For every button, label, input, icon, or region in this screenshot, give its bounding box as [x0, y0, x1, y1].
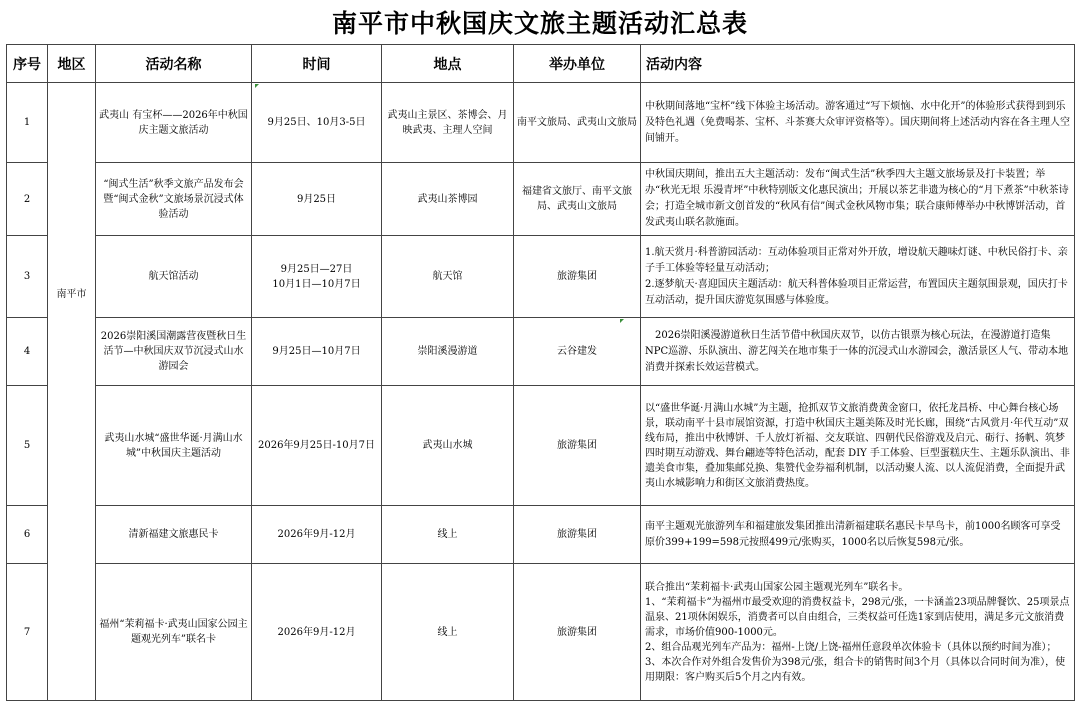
- row-place: 线上: [382, 564, 514, 701]
- table-row: [7, 163, 1075, 236]
- table-row: [7, 236, 1075, 318]
- row-seq: 5: [7, 386, 48, 506]
- row-content: 以“盛世华诞·月满山水城”为主题，抢抓双节文旅消费黄金窗口，依托龙昌桥、中心舞台核心场景，联动南平十县市展馆资源，打造中秋国庆主题美陈及时光长廊，围绕“古风赏月·年代互动”双线布局，推出中秋博饼、千人放灯祈福、交友联谊、四朝代民俗游戏及启元、砺行、扬帆、筑梦四时期互动游戏、舞台翩迹等特色活动，配套 DIY 手工体验、巨型蛋糕庆生、主题乐队演出、非遗美食市集，叠加集邮兑换、集赞代金券福利机制，以活动聚人流、以人流促消费，全面提升武夷山水城影响力和街区文旅消费热度。: [641, 386, 1075, 506]
- row-place: 航天馆: [382, 236, 514, 318]
- row-place: 武夷山水城: [382, 386, 514, 506]
- table-row: [7, 386, 1075, 506]
- row-time: 9月25日—10月7日: [252, 318, 382, 386]
- activity-table: [6, 44, 1075, 701]
- row-content: 中秋期间落地“宝杯”线下体验主场活动。游客通过“写下烦恼、水中化开”的体验形式获得到到乐及特色礼遇（免费喝茶、宝杯、斗茶赛大众审评资格等）。国庆期间将上述活动内容在各主理人空间铺开。: [641, 83, 1075, 163]
- row-place: 武夷山茶博园: [382, 163, 514, 236]
- row-organizer: 旅游集团: [514, 506, 641, 564]
- table-row: [7, 318, 1075, 386]
- row-name: 航天馆活动: [96, 236, 252, 318]
- row-organizer: 旅游集团: [514, 386, 641, 506]
- region-cell: 南平市: [48, 83, 96, 701]
- row-seq: 3: [7, 236, 48, 318]
- row-content: 南平主题观光旅游列车和福建旅发集团推出清新福建联名惠民卡早鸟卡，前1000名顾客可享受原价399+199=598元按照499元/张购买，1000名以后恢复598元/张。: [641, 506, 1075, 564]
- row-content: 1.航天赏月·科普游园活动：互动体验项目正常对外开放，增设航天趣味灯谜、中秋民俗打卡、亲子手工体验等轻量互动活动； 2.逐梦航天·喜迎国庆主题活动：航天科普体验项目正常运营，布置国庆主题氛围景观，国庆打卡互动活动，提升国庆游览氛围感与体验度。: [641, 236, 1075, 318]
- table-row: [7, 83, 1075, 163]
- table-row: [7, 506, 1075, 564]
- row-content: 联合推出“茉莉福卡·武夷山国家公园主题观光列车”联名卡。 1、“茉莉福卡”为福州市最受欢迎的消费权益卡，298元/张，一卡涵盖23项品牌餐饮、25项景点温泉、21项休闲娱乐，消费者可以自由组合，三类权益可任选1家到店使用，满足多元文旅消费需求，市场价值900-1000元。 2、组合品观光列车产品为：福州-上饶/上饶-福州任意段单次体验卡（具体以预约时间为准）； 3、本次合作对外组合发售价为398元/张，组合卡的销售时间3个月（具体以合同时间为准），使用期限：客户购买后5个月之内有效。: [641, 564, 1075, 701]
- header-region: 地区: [48, 45, 96, 83]
- header-name: 活动名称: [96, 45, 252, 83]
- header-organizer: 举办单位: [514, 45, 641, 83]
- header-time: 时间: [252, 45, 382, 83]
- row-organizer: 旅游集团: [514, 236, 641, 318]
- cell-comment-marker: [620, 319, 624, 323]
- summary-sheet: [6, 4, 1074, 701]
- row-seq: 2: [7, 163, 48, 236]
- row-place: 崇阳溪漫游道: [382, 318, 514, 386]
- row-organizer: 福建省文旅厅、南平文旅局、武夷山文旅局: [514, 163, 641, 236]
- row-time: 9月25日、10月3-5日: [252, 83, 382, 163]
- row-name: 2026崇阳溪国潮露营夜暨秋日生活节—中秋国庆双节沉浸式山水游园会: [96, 318, 252, 386]
- row-time: 2026年9月25日-10月7日: [252, 386, 382, 506]
- row-time: 9月25日: [252, 163, 382, 236]
- header-place: 地点: [382, 45, 514, 83]
- row-organizer: 旅游集团: [514, 564, 641, 701]
- sheet-title: 南平市中秋国庆文旅主题活动汇总表: [331, 9, 748, 38]
- row-time: 9月25日—27日 10月1日—10月7日: [252, 236, 382, 318]
- row-name: 清新福建文旅惠民卡: [96, 506, 252, 564]
- row-name: “闽式生活”秋季文旅产品发布会暨“闽式金秋”文旅场景沉浸式体验活动: [96, 163, 252, 236]
- header-seq: 序号: [7, 45, 48, 83]
- row-content: 2026崇阳溪漫游道秋日生活节借中秋国庆双节，以仿古银票为核心玩法，在漫游道打造集NPC巡游、乐队演出、游艺闯关在地市集于一体的沉浸式山水游园会，激活景区人气、带动本地消费并探索长效运营模式。: [641, 318, 1075, 386]
- row-organizer: 南平文旅局、武夷山文旅局: [514, 83, 641, 163]
- row-seq: 6: [7, 506, 48, 564]
- row-name: 武夷山水城“盛世华诞·月满山水城”中秋国庆主题活动: [96, 386, 252, 506]
- row-place: 线上: [382, 506, 514, 564]
- row-seq: 7: [7, 564, 48, 701]
- row-seq: 4: [7, 318, 48, 386]
- table-row: [7, 564, 1075, 701]
- cell-comment-marker: [255, 84, 259, 88]
- row-time: 2026年9月-12月: [252, 506, 382, 564]
- header-row: [7, 45, 1075, 83]
- row-time: 2026年9月-12月: [252, 564, 382, 701]
- header-content: 活动内容: [641, 45, 1075, 83]
- row-organizer: 云谷建发: [514, 318, 641, 386]
- row-seq: 1: [7, 83, 48, 163]
- row-content: 中秋国庆期间，推出五大主题活动：发布“闽式生活”秋季四大主题文旅场景及打卡装置；举办“秋光无垠 乐漫青坪”中秋特别版文化惠民演出；开展以茶艺非遗为核心的“月下煮茶”中秋茶诗会；打造全城市新文创首发的“秋风有信”闽式金秋风物市集；联合康师傅举办中秋博饼活动，首发武夷山联名款施面。: [641, 163, 1075, 236]
- row-place: 武夷山主景区、茶博会、月映武夷、主理人空间: [382, 83, 514, 163]
- row-name: 福州“茉莉福卡·武夷山国家公园主题观光列车”联名卡: [96, 564, 252, 701]
- row-name: 武夷山 有宝杯——2026年中秋国庆主题文旅活动: [96, 83, 252, 163]
